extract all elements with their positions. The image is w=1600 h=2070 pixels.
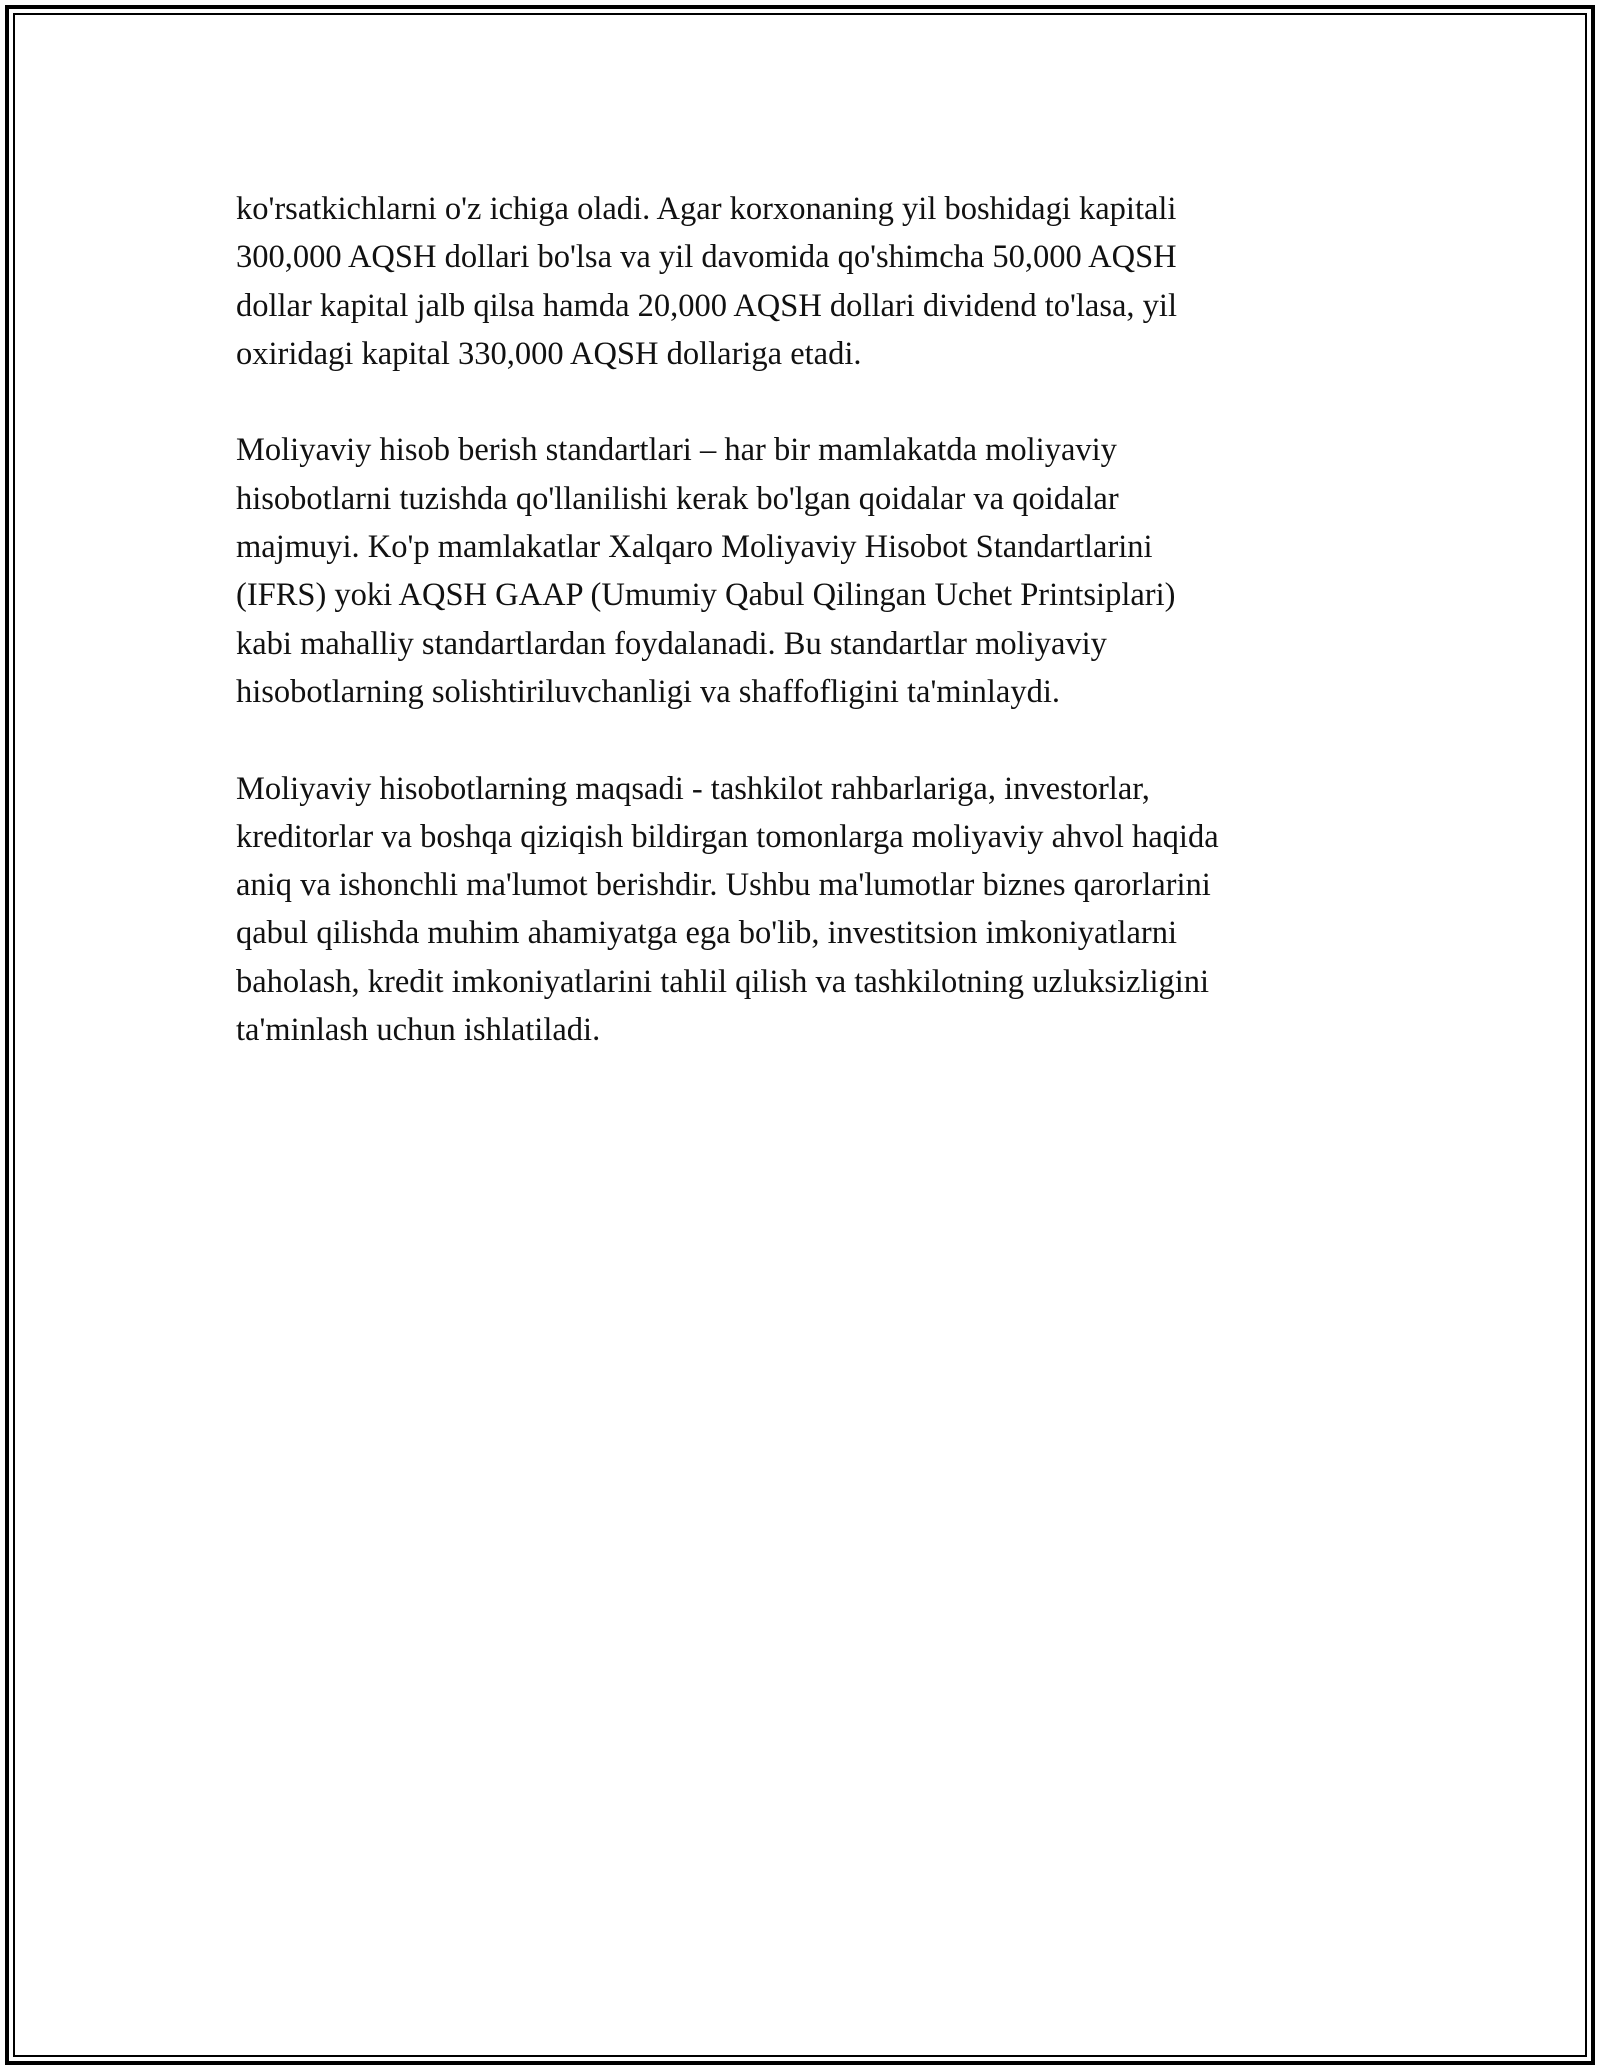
paragraph-capital-example: ko'rsatkichlarni o'z ichiga oladi. Agar korxonaning yil boshidagi kapitali 300,000 AQSH dollari bo'lsa va yil davomida qo'shimcha 50,000 AQSH dollar kapital jalb qilsa hamda 20,000 AQSH dollari dividend to'lasa, yil oxiridagi kapital 330,000 AQSH dollariga etadi.	[236, 191, 1177, 372]
document-body	[236, 185, 1364, 1103]
paragraph-reporting-standards: Moliyaviy hisob berish standartlari – har bir mamlakatda moliyaviy hisobotlarni tuzishda qo'llanilishi kerak bo'lgan qoidalar va qoidalar majmuyi. Ko'p mamlakatlar Xalqaro Moliyaviy Hisobot Standartlarini (IFRS) yoki AQSH GAAP (Umumiy Qabul Qilingan Uchet Printsiplari) kabi mahalliy standartlardan foydalanadi. Bu standartlar moliyaviy hisobotlarning solishtiriluvchanligi va shaffofligini ta'minlaydi.	[236, 432, 1176, 710]
paragraph-reporting-purpose: Moliyaviy hisobotlarning maqsadi - tashkilot rahbarlariga, investorlar, kreditorlar va boshqa qiziqish bildirgan tomonlarga moliyaviy ahvol haqida aniq va ishonchli ma'lumot berishdir. Ushbu ma'lumotlar biznes qarorlarini qabul qilishda muhim ahamiyatga ega bo'lib, investitsion imkoniyatlarni baholash, kredit imkoniyatlarini tahlil qilish va tashkilotning uzluksizligini ta'minlash uchun ishlatiladi.	[236, 770, 1219, 1049]
